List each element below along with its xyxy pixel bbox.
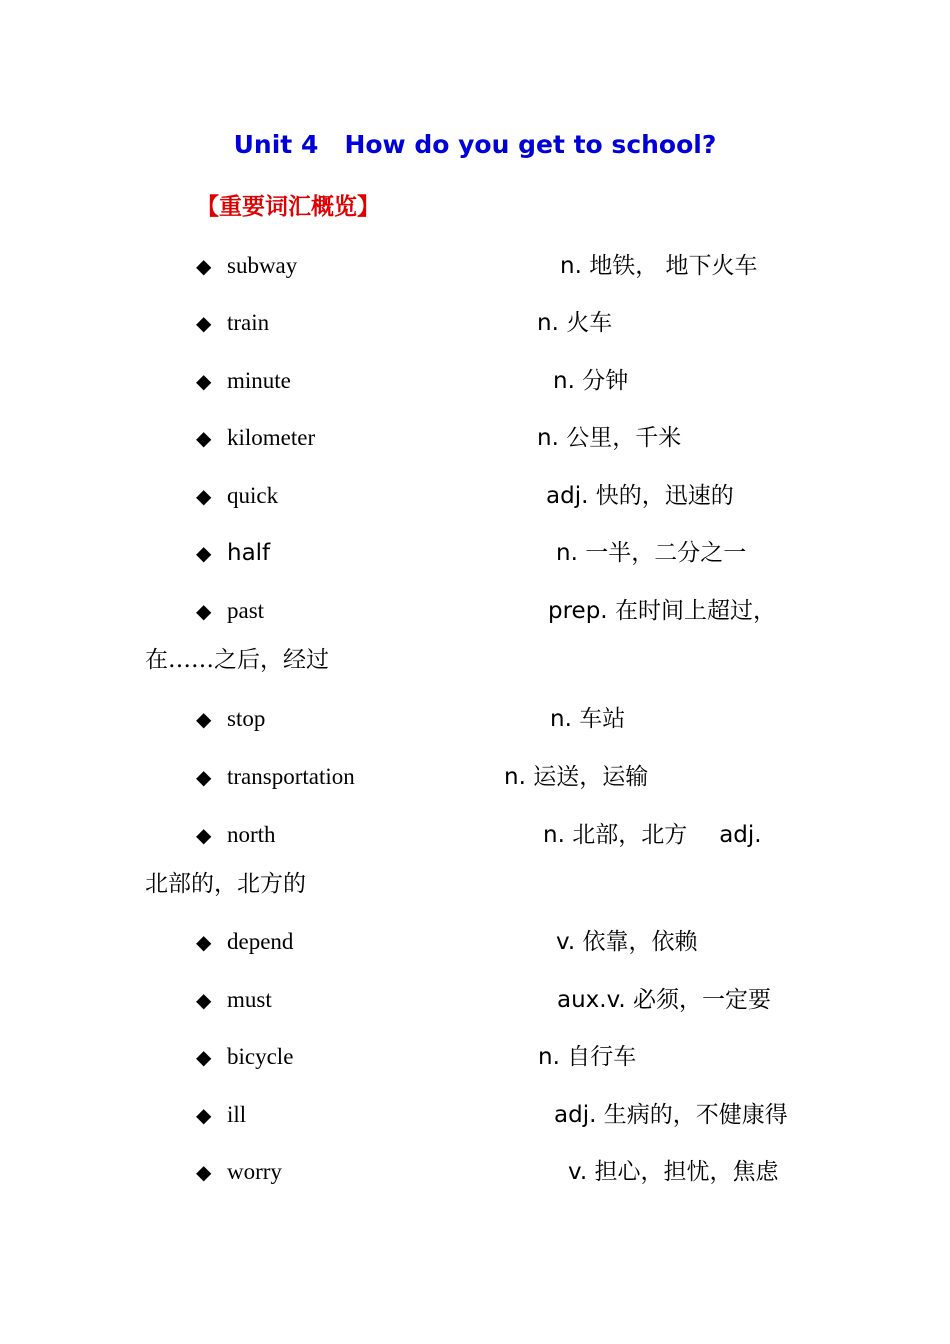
vocab-word: past <box>227 598 265 623</box>
vocab-word: depend <box>227 929 294 954</box>
part-of-speech: n. <box>556 540 578 566</box>
vocab-word: bicycle <box>227 1044 294 1069</box>
page-title: Unit 4 How do you get to school? <box>233 130 717 159</box>
part-of-speech: v. <box>556 929 576 955</box>
diamond-bullet-icon: ◆ <box>196 1160 212 1184</box>
part-of-speech: n. <box>560 253 582 279</box>
vocab-item-north <box>0 815 950 855</box>
chinese-meaning: 地铁， 地下火车 <box>589 253 758 279</box>
vocab-item-worry <box>0 1152 950 1192</box>
diamond-bullet-icon: ◆ <box>196 1045 212 1069</box>
vocab-item-train <box>0 303 950 343</box>
chinese-meaning: 火车 <box>566 310 613 336</box>
vocab-word: stop <box>227 706 266 731</box>
chinese-meaning: 快的，迅速的 <box>595 483 734 509</box>
part-of-speech: adj. <box>554 1102 597 1128</box>
vocab-meaning-continuation: 在……之后，经过 <box>145 647 329 673</box>
section-heading: 【重要词汇概览】 <box>196 193 380 220</box>
vocab-meaning <box>546 476 734 516</box>
chinese-meaning: 担心，担忧，焦虑 <box>594 1159 779 1185</box>
vocab-item-transportation <box>0 757 950 797</box>
diamond-bullet-icon: ◆ <box>196 369 212 393</box>
vocab-word: quick <box>227 483 279 508</box>
part-of-speech: prep. <box>548 598 608 624</box>
part-of-speech: n. <box>543 822 565 848</box>
diamond-bullet-icon: ◆ <box>196 599 212 623</box>
vocab-meaning <box>538 1037 636 1077</box>
chinese-meaning: 一半，二分之一 <box>585 540 747 566</box>
diamond-bullet-icon: ◆ <box>196 765 212 789</box>
chinese-meaning: 分钟 <box>582 368 629 394</box>
diamond-bullet-icon: ◆ <box>196 254 212 278</box>
diamond-bullet-icon: ◆ <box>196 988 212 1012</box>
part-of-speech: aux.v. <box>557 987 626 1013</box>
chinese-meaning: 公里，千米 <box>566 425 682 451</box>
part-of-speech-secondary: adj. <box>719 822 762 848</box>
part-of-speech: n. <box>504 764 526 790</box>
diamond-bullet-icon: ◆ <box>196 1103 212 1127</box>
part-of-speech: n. <box>537 425 559 451</box>
diamond-bullet-icon: ◆ <box>196 484 212 508</box>
chinese-meaning: 生病的，不健康得 <box>603 1102 788 1128</box>
vocab-word: ill <box>227 1102 247 1127</box>
vocab-word: subway <box>227 253 298 278</box>
vocab-item-stop <box>0 699 950 739</box>
vocab-word: train <box>227 310 270 335</box>
vocab-item-quick <box>0 476 950 516</box>
vocab-word: kilometer <box>227 425 316 450</box>
vocab-meaning <box>556 533 746 573</box>
vocab-meaning <box>554 1095 788 1135</box>
vocab-item-subway <box>0 246 950 286</box>
vocab-meaning <box>557 980 771 1020</box>
chinese-meaning: 北部，北方 <box>572 822 688 848</box>
vocab-item-half <box>0 533 950 573</box>
vocab-meaning <box>537 418 681 458</box>
vocab-meaning <box>553 361 628 401</box>
vocab-meaning <box>556 922 697 962</box>
vocab-meaning <box>504 757 648 797</box>
part-of-speech: n. <box>538 1044 560 1070</box>
chinese-meaning: 必须，一定要 <box>633 987 772 1013</box>
vocab-word: minute <box>227 368 291 393</box>
diamond-bullet-icon: ◆ <box>196 930 212 954</box>
vocab-item-bicycle <box>0 1037 950 1077</box>
vocab-item-past <box>0 591 950 631</box>
part-of-speech: n. <box>550 706 572 732</box>
vocab-item-depend <box>0 922 950 962</box>
vocab-item-minute <box>0 361 950 401</box>
vocab-meaning-continuation: 北部的，北方的 <box>145 871 306 897</box>
vocab-meaning <box>537 303 612 343</box>
vocab-item-kilometer <box>0 418 950 458</box>
chinese-meaning: 依靠，依赖 <box>582 929 698 955</box>
chinese-meaning: 在时间上超过， <box>614 598 776 624</box>
diamond-bullet-icon: ◆ <box>196 823 212 847</box>
chinese-meaning: 自行车 <box>567 1044 637 1070</box>
vocab-item-must <box>0 980 950 1020</box>
vocab-item-ill <box>0 1095 950 1135</box>
part-of-speech: v. <box>568 1159 588 1185</box>
vocab-word: half <box>227 540 271 566</box>
vocab-meaning <box>543 815 762 855</box>
vocab-meaning <box>548 591 776 631</box>
diamond-bullet-icon: ◆ <box>196 707 212 731</box>
diamond-bullet-icon: ◆ <box>196 541 212 565</box>
vocab-word: must <box>227 987 272 1012</box>
vocab-word: worry <box>227 1159 282 1184</box>
diamond-bullet-icon: ◆ <box>196 311 212 335</box>
diamond-bullet-icon: ◆ <box>196 426 212 450</box>
part-of-speech: n. <box>537 310 559 336</box>
vocab-meaning <box>568 1152 778 1192</box>
vocab-meaning <box>550 699 625 739</box>
chinese-meaning: 运送，运输 <box>533 764 649 790</box>
vocab-word: transportation <box>227 764 355 789</box>
vocab-meaning <box>560 246 758 286</box>
part-of-speech: adj. <box>546 483 589 509</box>
part-of-speech: n. <box>553 368 575 394</box>
vocab-word: north <box>227 822 276 847</box>
chinese-meaning: 车站 <box>579 706 626 732</box>
